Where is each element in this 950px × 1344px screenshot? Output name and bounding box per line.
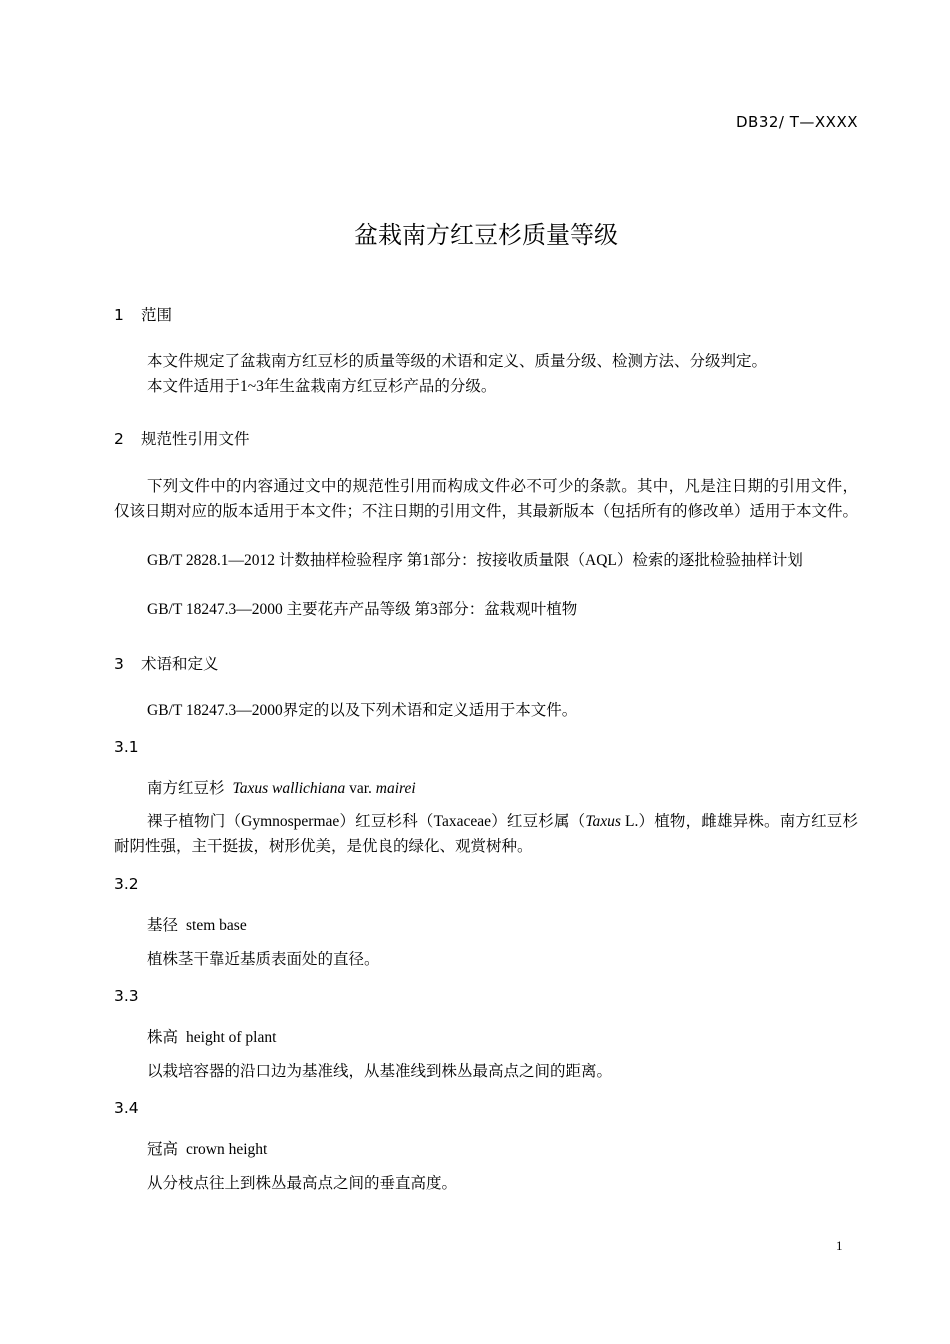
term-number: 3.2 xyxy=(114,875,139,893)
document-code: DB32/ T—XXXX xyxy=(735,113,858,131)
term-en: var. xyxy=(345,780,376,797)
definition-italic: Taxus xyxy=(585,813,621,830)
section-3-heading xyxy=(114,652,219,674)
section-number: 1 xyxy=(114,306,124,324)
term-zh: 冠高 xyxy=(147,1140,179,1158)
section-title: 范围 xyxy=(141,306,173,324)
reference-item: GB/T 2828.1—2012 计数抽样检验程序 第1部分：按接收质量限（AQL）检索的逐批检验抽样计划 xyxy=(147,552,803,569)
term-en: height of plant xyxy=(186,1029,277,1046)
section-title: 规范性引用文件 xyxy=(141,430,250,448)
term-definition: 从分枝点往上到株丛最高点之间的垂直高度。 xyxy=(147,1175,458,1192)
term-definition xyxy=(114,810,858,859)
reference-item: GB/T 18247.3—2000 主要花卉产品等级 第3部分：盆栽观叶植物 xyxy=(147,601,578,618)
paragraph: 本文件适用于1~3年生盆栽南方红豆杉产品的分级。 xyxy=(147,378,497,395)
term-heading xyxy=(147,1025,276,1047)
term-definition: 以栽培容器的沿口边为基准线，从基准线到株丛最高点之间的距离。 xyxy=(147,1063,613,1080)
term-en-italic: Taxus wallichiana xyxy=(232,780,346,797)
term-zh: 株高 xyxy=(147,1028,179,1046)
term-en: stem base xyxy=(186,917,247,934)
term-heading xyxy=(147,1137,267,1159)
section-number: 2 xyxy=(114,430,124,448)
paragraph: GB/T 18247.3—2000界定的以及下列术语和定义适用于本文件。 xyxy=(147,702,578,719)
term-en-italic: mairei xyxy=(375,780,416,797)
term-number: 3.4 xyxy=(114,1099,139,1117)
section-title: 术语和定义 xyxy=(141,655,219,673)
term-number: 3.3 xyxy=(114,987,139,1005)
term-heading xyxy=(147,913,247,935)
paragraph: 下列文件中的内容通过文中的规范性引用而构成文件必不可少的条款。其中，凡是注日期的引用文件，仅该日期对应的版本适用于本文件；不注日期的引用文件，其最新版本（包括所有的修改单）适用于本文件。 xyxy=(114,478,859,520)
section-2-heading xyxy=(114,427,250,449)
term-number: 3.1 xyxy=(114,738,139,756)
term-definition: 植株茎干靠近基质表面处的直径。 xyxy=(147,951,380,968)
section-1-heading xyxy=(114,303,172,325)
term-zh: 南方红豆杉 xyxy=(147,779,225,797)
term-en: crown height xyxy=(186,1141,268,1158)
paragraph: 本文件规定了盆栽南方红豆杉的质量等级的术语和定义、质量分级、检测方法、分级判定。 xyxy=(147,353,768,370)
definition-text: 裸子植物门（Gymnospermae）红豆杉科（Taxaceae）红豆杉属（ xyxy=(147,813,586,830)
section-number: 3 xyxy=(114,655,124,673)
term-heading xyxy=(147,776,416,798)
term-zh: 基径 xyxy=(147,916,179,934)
document-title: 盆栽南方红豆杉质量等级 xyxy=(354,221,618,249)
page-number: 1 xyxy=(836,1238,843,1253)
definition-text: L.）植物，雌雄异株。南方红豆杉耐阴性强，主干挺拔，树形优美，是优良的绿化、观赏树种。 xyxy=(114,813,858,855)
